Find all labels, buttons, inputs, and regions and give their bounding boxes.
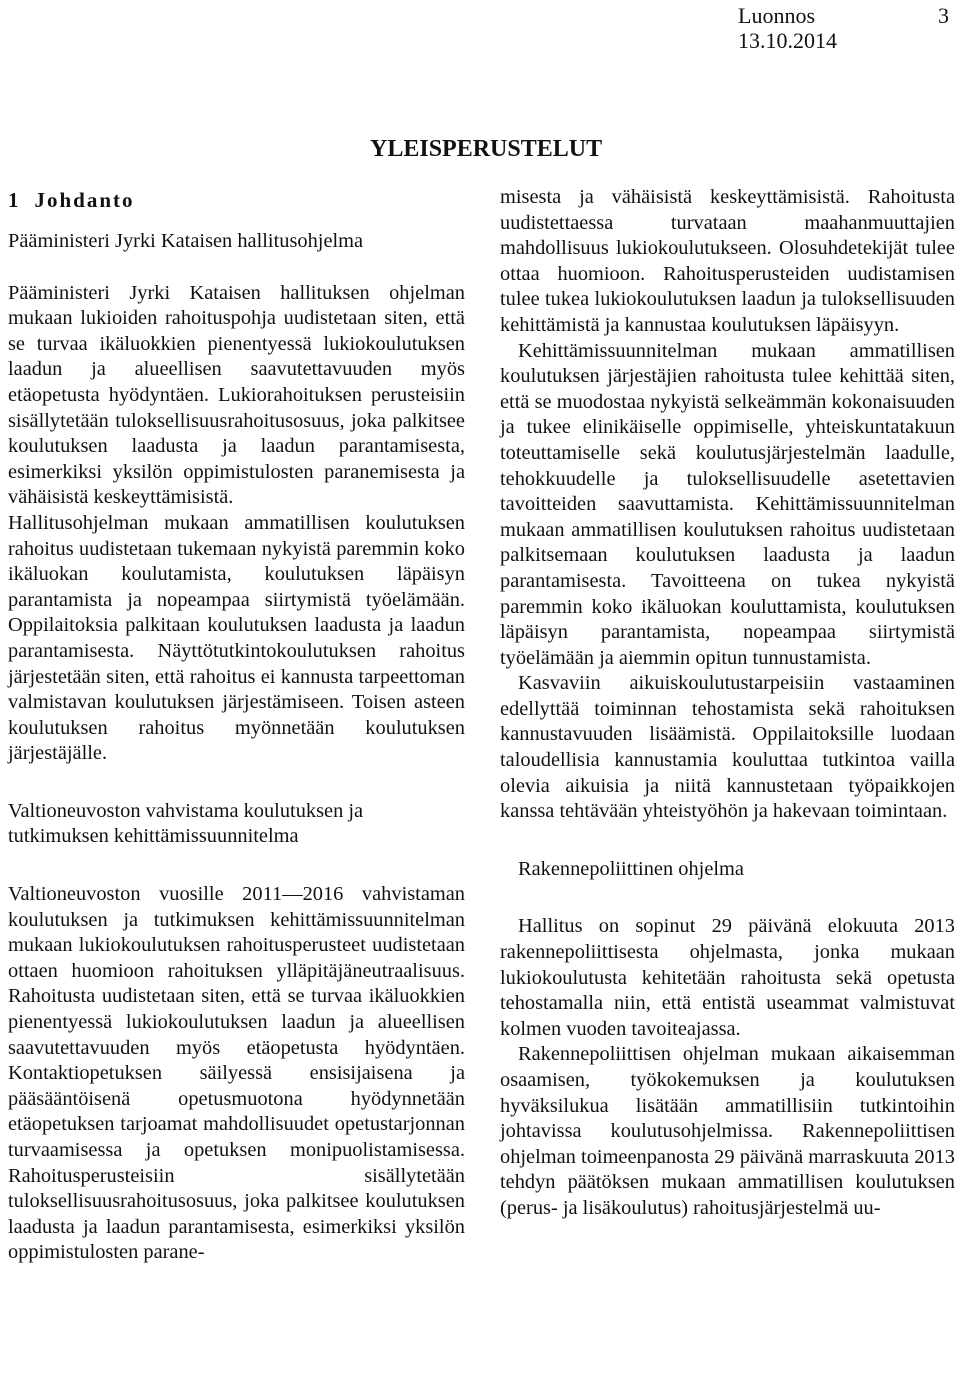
paragraph: Hallitusohjelman mukaan ammatillisen koulutuksen rahoitus uudistetaan tukemaan nykyistä paremmin koko ikäluokan koulutamista, koulutuksen läpäisyn parantamista ja nopeampaa siirtymistä työelämään. Oppilaitoksia palkitaan koulutuksen laadusta ja laadun parantamisesta. Näyttötutkintokoulutuksen rahoitus järjestetään siten, että rahoitus ei kannusta tarpeettoman valmistavan koulutuksen järjestämiseen. Toisen asteen koulutuksen rahoitus myönnetään koulutuksen järjestäjälle. (8, 511, 465, 765)
section-heading: YLEISPERUSTELUT (370, 136, 603, 162)
paragraph: Kasvaviin aikuiskoulutustarpeisiin vastaaminen edellyttää toiminnan tehostamista sekä rahoituksen kannustavuuden lisäämistä. Oppilaitoksille luodaan taloudellisia kannustamia kouluttaa tutkintoa vailla olevia aikuisia ja niitä kannustetaan työpaikkojen kanssa tehtävään yhteistyöhön ja hakevaan toimintaan. (500, 672, 955, 823)
chapter-number: 1 (8, 188, 19, 212)
subheading-structural-policy: Rakennepoliittinen ohjelma (518, 857, 744, 880)
paragraph: Rakennepoliittisen ohjelman mukaan aikaisemman osaamisen, työkokemuksen ja koulutuksen hyväksilukua lisätään ammatillisiin tutkintoihin johtavissa koulutusohjelmissa. Rakennepoliittisen ohjelman toimeenpanosta 29 päivänä marraskuuta 2013 tehdyn päätöksen mukaan ammatillisen koulutuksen (perus- ja lisäkoulutus) rahoitusjärjestelmä uu- (500, 1043, 955, 1219)
chapter-title: Johdanto (34, 188, 135, 212)
page-number: 3 (938, 3, 949, 28)
right-column (500, 185, 955, 1222)
paragraph: Hallitus on sopinut 29 päivänä elokuuta 2013 rakennepoliittisesta ohjelmasta, jonka mukaan lukiokoulutusta kehitetään rahoitusta sekä opetusta tehostamalla niin, että entistä useammat valmistuvat kolmen vuoden tavoiteajassa. (500, 915, 955, 1040)
paragraph: Valtioneuvoston vuosille 2011—2016 vahvistaman koulutuksen ja tutkimuksen kehittämissuunnitelman mukaan lukiokoulutuksen rahoitusperusteet uudistetaan ottaen huomioon rahoituksen ylläpitäjäneutraalisuus. Rahoitusta uudistetaan siten, että se turvaa ikäluokkien pienentyessä lukiokoulutuksen laadun ja alueellisen saavutettavuuden myös etäopetusta hyödyntäen. Kontaktiopetuksen säilyessä ensisijaisena ja pääsääntöisenä opetusmuotona hyödynnetään etäopetuksen tarjoamat mahdollisuudet opetustarjonnan turvaamisessa ja opetuksen monipuolistamisessa. Rahoitusperusteisiin sisällytetään tuloksellisuusrahoitusosuus, joka palkitsee koulutuksen laadusta ja laadun parantamisesta, esimerkiksi yksilön oppimistulosten parane- (8, 883, 465, 1264)
paragraph: Pääministeri Jyrki Kataisen hallituksen ohjelman mukaan lukioiden rahoituspohja uudistetaan siten, että se turvaa ikäluokkien pienentyessä lukiokoulutuksen laadun ja alueellisen saavutettavuuden myös etäopetusta hyödyntäen. Lukiorahoituksen perusteisiin sisällytetään tuloksellisuusrahoitusosuus, joka palkitsee koulutuksen laadusta ja laadun parantamisesta, esimerkiksi yksilön oppimistulosten paranemisesta ja vähäisistä keskeyttämisistä. (8, 281, 465, 509)
subheading-development-plan: Valtioneuvoston vahvistama koulutuksen ja tutkimuksen kehittämissuunnitelma (8, 799, 364, 848)
paragraph: misesta ja vähäisistä keskeyttämisistä. Rahoitusta uudistettaessa turvataan maahanmuuttajien mahdollisuus lukiokoulutukseen. Olosuhdetekijät tulee ottaa huomioon. Rahoitusperusteiden uudistamisen tulee tukea lukiokoulutuksen laadun ja tuloksellisuuden kehittämistä ja kannustaa koulutuksen läpäisyyn. (500, 186, 955, 336)
left-column (8, 185, 465, 1266)
chapter-heading (8, 185, 465, 217)
draft-status-label: Luonnos (738, 3, 815, 28)
document-date: 13.10.2014 (738, 28, 837, 53)
subheading-government-programme: Pääministeri Jyrki Kataisen hallitusohjelma (8, 230, 364, 252)
paragraph: Kehittämissuunnitelman mukaan ammatillisen koulutuksen järjestäjien rahoitusta tulee kehittää siten, että se muodostaa nykyistä selkeämmän kokonaisuuden ja tukee elinikäiselle oppimiselle, yhteiskuntatakuun toteuttamiselle sekä koulutusjärjestelmän laadulle, tehokkuudelle ja tuloksellisuudelle asetettavien tavoitteiden saavuttamista. Kehittämissuunnitelman mukaan ammatillisen koulutuksen rahoitus uudistetaan palkitsemaan koulutuksen laadusta ja laadun parantamisesta. Tavoitteena on tukea nykyistä paremmin koko ikäluokan kouluttamista, koulutuksen läpäisyn parantamista, nopeampaa siirtymistä työelämään ja aiemmin opitun tunnustamista. (500, 339, 955, 669)
